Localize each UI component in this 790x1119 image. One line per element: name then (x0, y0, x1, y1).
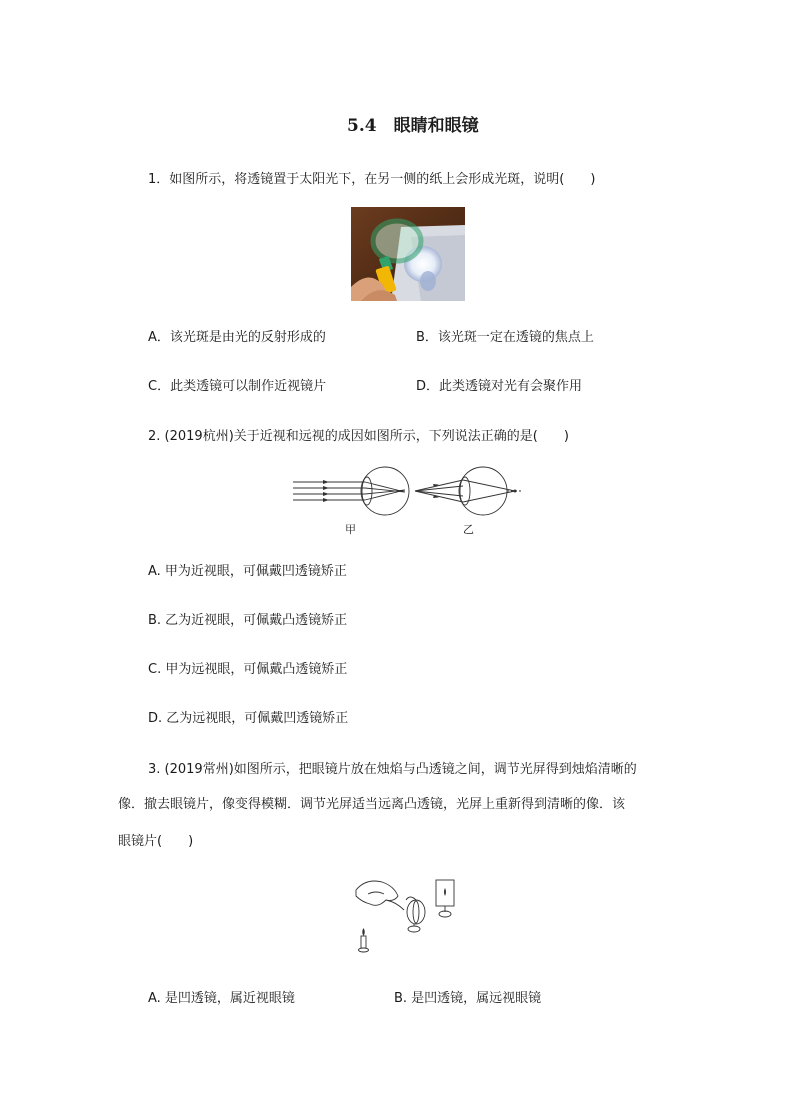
question-3-stem-line-2: 像．撤去眼镜片，像变得模糊．调节光屏适当远离凸透镜，光屏上重新得到清晰的像．该 (118, 797, 626, 812)
figure-label-yi: 乙 (463, 523, 474, 536)
q2-option-c: C. 甲为远视眼，可佩戴凸透镜矫正 (148, 662, 348, 677)
magnifier-photo (351, 207, 465, 301)
q2-option-a: A. 甲为近视眼，可佩戴凹透镜矫正 (148, 564, 347, 579)
q3-option-a: A. 是凹透镜，属近视眼镜 (148, 991, 295, 1006)
figure-label-jia: 甲 (345, 523, 356, 536)
q1-option-b: B．该光斑一定在透镜的焦点上 (416, 330, 594, 345)
page-title: 5.4 眼睛和眼镜 (347, 116, 479, 136)
q1-option-c: C．此类透镜可以制作近视镜片 (148, 379, 327, 394)
q2-option-b: B. 乙为近视眼，可佩戴凸透镜矫正 (148, 613, 348, 628)
q2-option-d: D. 乙为远视眼，可佩戴凹透镜矫正 (148, 711, 349, 726)
q1-option-a: A．该光斑是由光的反射形成的 (148, 330, 326, 345)
question-1-stem: 1．如图所示，将透镜置于太阳光下，在另一侧的纸上会形成光斑，说明( ) (148, 172, 596, 187)
q3-option-b: B. 是凹透镜，属远视眼镜 (394, 991, 542, 1006)
q1-option-d: D．此类透镜对光有会聚作用 (416, 379, 583, 394)
optics-bench-figure (352, 872, 468, 956)
question-2-stem: 2. (2019杭州)关于近视和远视的成因如图所示，下列说法正确的是( ) (148, 429, 569, 444)
question-3-stem-line-3: 眼镜片( ) (118, 834, 194, 849)
question-3-stem-line-1: 3. (2019常州)如图所示，把眼镜片放在烛焰与凸透镜之间，调节光屏得到烛焰清晰的 (148, 762, 637, 777)
eye-diagram (293, 465, 525, 521)
